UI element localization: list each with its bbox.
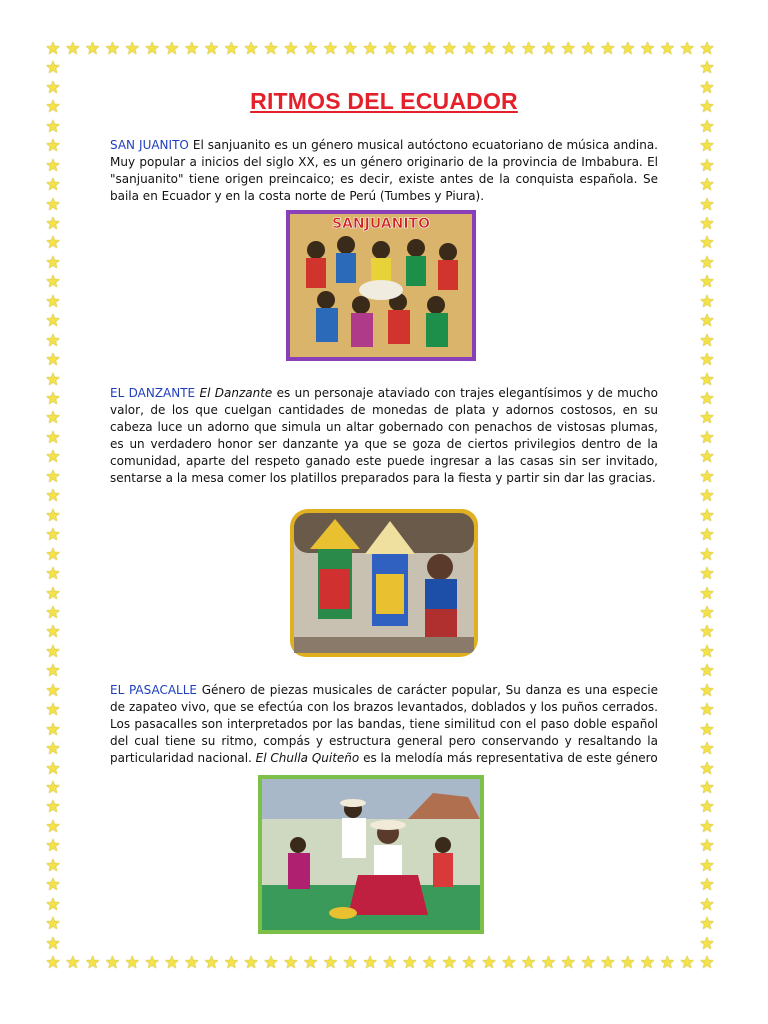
star-icon: ★ [45,272,61,292]
star-icon: ★ [699,77,715,97]
star-icon: ★ [699,505,715,525]
star-icon: ★ [699,661,715,681]
star-icon: ★ [600,953,616,972]
star-icon: ★ [580,39,596,58]
star-icon: ★ [620,39,636,58]
star-icon: ★ [45,953,61,972]
star-icon: ★ [45,389,61,409]
section-danzante-text [110,385,658,487]
star-icon: ★ [639,953,656,972]
star-icon: ★ [699,155,715,175]
star-icon: ★ [441,953,457,972]
star-icon: ★ [45,466,61,486]
star-icon: ★ [402,953,418,972]
star-icon: ★ [679,953,695,972]
star-icon: ★ [45,175,61,195]
star-icon: ★ [164,953,180,972]
star-icon: ★ [45,427,61,447]
italic-lead: El Danzante [199,386,273,400]
star-icon: ★ [45,350,61,370]
star-icon: ★ [322,39,339,58]
star-icon: ★ [45,564,61,584]
star-icon: ★ [124,953,140,972]
star-icon: ★ [263,39,279,58]
star-icon: ★ [45,641,61,661]
star-icon: ★ [263,953,279,972]
star-icon: ★ [283,953,299,972]
italic-tail: El Chulla Quiteño [255,751,360,765]
section-heading: EL DANZANTE [110,386,196,400]
star-icon: ★ [580,953,596,972]
star-icon: ★ [699,855,715,875]
star-icon: ★ [362,39,378,58]
star-icon: ★ [699,427,715,447]
star-icon: ★ [699,641,715,661]
star-icon: ★ [45,875,61,895]
star-icon: ★ [699,233,715,253]
star-icon: ★ [481,953,497,972]
star-icon: ★ [85,39,101,58]
sanjuanito-image [286,210,476,361]
star-icon: ★ [45,855,61,875]
star-icon: ★ [45,194,61,214]
star-icon: ★ [45,77,61,97]
star-icon: ★ [45,233,61,253]
star-icon: ★ [699,933,715,953]
star-icon: ★ [699,622,715,642]
star-icon: ★ [45,155,61,175]
star-icon: ★ [501,953,517,972]
star-icon: ★ [382,39,398,58]
star-icon: ★ [45,505,61,525]
star-icon: ★ [402,39,418,58]
star-icon: ★ [45,680,61,700]
star-icon: ★ [699,719,715,739]
star-icon: ★ [699,797,715,817]
star-icon: ★ [45,602,61,622]
star-icon: ★ [45,622,61,642]
star-icon: ★ [45,525,61,545]
star-icon: ★ [45,758,61,778]
star-icon: ★ [45,214,61,234]
star-icon: ★ [699,544,715,564]
star-icon: ★ [699,214,715,234]
star-icon: ★ [521,39,537,58]
section-san-juanito-text [110,137,658,205]
star-icon: ★ [45,311,61,331]
star-icon: ★ [600,39,616,58]
star-icon: ★ [45,700,61,720]
star-icon: ★ [45,914,61,934]
star-icon: ★ [639,39,656,58]
section-body: Género de piezas musicales de carácter popular, Su danza es una especie de zapateo vivo, que se efectúa con los brazos levantados, doblados y los puños cerrados. Los pasacalles son interpretados por las bandas, tiene similitud con el paso doble español del cual tiene su ritmo, compás y estructura general pero conservando y resaltando la particularidad nacional. [110,683,658,765]
star-icon: ★ [45,291,61,311]
star-icon: ★ [45,894,61,914]
section-body-end: es la melodía más representativa de este género [363,751,658,765]
section-heading: SAN JUANITO [110,138,189,152]
star-icon: ★ [699,836,715,856]
star-icon: ★ [45,330,61,350]
star-icon: ★ [203,39,220,58]
star-icon: ★ [699,700,715,720]
star-icon: ★ [45,408,61,428]
star-icon: ★ [45,447,61,467]
star-icon: ★ [45,777,61,797]
star-icon: ★ [699,816,715,836]
star-icon: ★ [699,272,715,292]
star-icon: ★ [45,252,61,272]
star-icon: ★ [45,719,61,739]
section-pasacalle-text [110,682,658,767]
star-icon: ★ [699,291,715,311]
star-icon: ★ [699,953,715,972]
star-icon: ★ [699,136,715,156]
star-icon: ★ [342,953,358,972]
star-icon: ★ [699,525,715,545]
star-icon: ★ [699,486,715,506]
star-icon: ★ [620,953,636,972]
star-icon: ★ [659,953,675,972]
star-icon: ★ [303,953,319,972]
star-icon: ★ [382,953,398,972]
star-icon: ★ [45,816,61,836]
star-icon: ★ [540,39,557,58]
star-icon: ★ [45,116,61,136]
star-icon: ★ [699,311,715,331]
star-icon: ★ [65,39,81,58]
star-icon: ★ [699,39,715,58]
star-icon: ★ [441,39,457,58]
star-icon: ★ [699,97,715,117]
star-icon: ★ [104,39,121,58]
star-icon: ★ [699,252,715,272]
star-icon: ★ [144,39,160,58]
star-icon: ★ [461,953,477,972]
star-icon: ★ [699,58,715,78]
star-icon: ★ [699,564,715,584]
danzante-image [290,509,478,657]
star-icon: ★ [45,544,61,564]
star-icon: ★ [699,194,715,214]
star-icon: ★ [699,116,715,136]
star-icon: ★ [184,953,200,972]
star-icon: ★ [45,797,61,817]
star-icon: ★ [699,739,715,759]
star-icon: ★ [65,953,81,972]
star-icon: ★ [699,777,715,797]
star-icon: ★ [699,914,715,934]
star-icon: ★ [699,583,715,603]
star-icon: ★ [223,953,239,972]
star-icon: ★ [699,602,715,622]
star-icon: ★ [45,58,61,78]
star-icon: ★ [45,39,61,58]
star-icon: ★ [699,466,715,486]
star-icon: ★ [243,39,259,58]
star-icon: ★ [521,953,537,972]
page-title: RITMOS DEL ECUADOR [250,88,518,114]
star-icon: ★ [303,39,319,58]
star-icon: ★ [243,953,259,972]
star-icon: ★ [45,136,61,156]
section-heading: EL PASACALLE [110,683,198,697]
star-icon: ★ [421,953,438,972]
star-icon: ★ [45,369,61,389]
star-icon: ★ [124,39,140,58]
star-icon: ★ [184,39,200,58]
star-icon: ★ [85,953,101,972]
star-icon: ★ [144,953,160,972]
star-icon: ★ [699,408,715,428]
star-icon: ★ [45,97,61,117]
star-icon: ★ [223,39,239,58]
star-icon: ★ [560,39,576,58]
star-icon: ★ [342,39,358,58]
section-body: es un personaje ataviado con trajes elegantísimos y de mucho valor, de los que cuelgan cantidades de monedas de plata y adornos costosos, en su cabeza luce un adorno que simula un altar gobernado con penachos de vistosas plumas, es un verdadero honor ser danzante ya que se goza de ciertos privilegios dentro de la comunidad, aparte del respeto ganado este puede ingresar a las casas sin ser invitado, sentarse a la mesa comer los platillos preparados para la fiesta y partir sin dar las gracias. [110,386,658,485]
star-icon: ★ [45,583,61,603]
image-caption: SANJUANITO [332,216,430,232]
star-icon: ★ [283,39,299,58]
star-icon: ★ [699,175,715,195]
star-icon: ★ [45,739,61,759]
star-icon: ★ [164,39,180,58]
star-icon: ★ [699,389,715,409]
star-icon: ★ [540,953,557,972]
star-icon: ★ [203,953,220,972]
star-icon: ★ [45,836,61,856]
star-icon: ★ [501,39,517,58]
section-body: El sanjuanito es un género musical autóctono ecuatoriano de música andina. Muy popular a inicios del siglo XX, es un género originario de la provincia de Imbabura. El "sanjuanito" tiene origen preincaico; es decir, existe antes de la conquista española. Se baila en Ecuador y en la costa norte de Perú (Tumbes y Piura). [110,138,658,203]
pasacalle-image [258,775,484,934]
star-icon: ★ [699,758,715,778]
star-icon: ★ [560,953,576,972]
star-icon: ★ [659,39,675,58]
star-icon: ★ [45,933,61,953]
star-icon: ★ [45,486,61,506]
star-icon: ★ [699,350,715,370]
star-icon: ★ [45,661,61,681]
star-icon: ★ [679,39,695,58]
star-icon: ★ [699,330,715,350]
star-icon: ★ [699,369,715,389]
star-icon: ★ [421,39,438,58]
star-icon: ★ [461,39,477,58]
star-icon: ★ [699,680,715,700]
star-icon: ★ [699,894,715,914]
star-icon: ★ [322,953,339,972]
star-icon: ★ [104,953,121,972]
star-icon: ★ [699,875,715,895]
star-icon: ★ [481,39,497,58]
star-icon: ★ [699,447,715,467]
star-icon: ★ [362,953,378,972]
